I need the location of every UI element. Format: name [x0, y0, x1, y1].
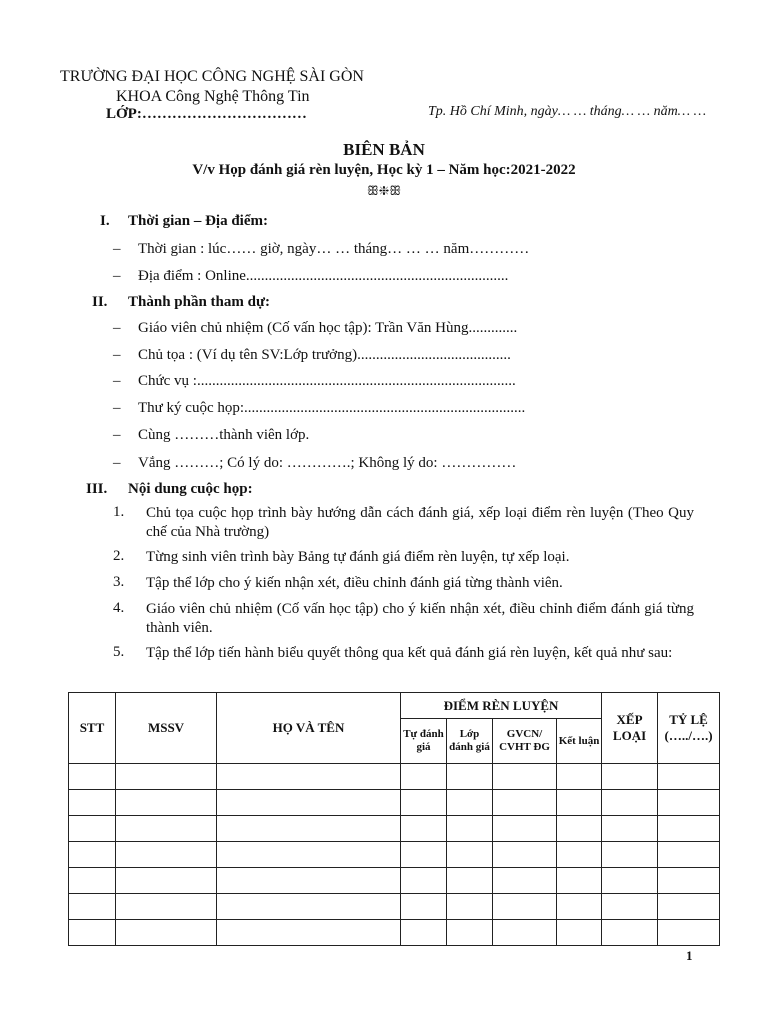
bullet-text: Thư ký cuộc họp:...........................................................................	[138, 400, 526, 416]
table-cell	[217, 842, 401, 868]
table-cell	[658, 920, 720, 946]
place-date-line: Tp. Hồ Chí Minh, ngày… … tháng… … năm… …	[428, 104, 707, 119]
bullet-item: – Vắng ………; Có lý do: ………….; Không lý do: ……………	[113, 455, 517, 471]
bullet-item: – Giáo viên chủ nhiệm (Cố vấn học tập): Trần Văn Hùng.............	[113, 320, 518, 336]
header-ratio: TỶ LỆ (…../….)	[658, 693, 720, 764]
table-cell	[658, 894, 720, 920]
item-text: Chủ tọa cuộc họp trình bày hướng dẫn cách đánh giá, xếp loại điểm rèn luyện (Theo Quy chế của Nhà trường)	[146, 505, 694, 540]
table-cell	[557, 790, 602, 816]
header-rank: XẾP LOẠI	[602, 693, 658, 764]
table-cell	[557, 816, 602, 842]
item-number: 2.	[113, 548, 125, 564]
table-cell	[557, 894, 602, 920]
table-cell	[116, 764, 217, 790]
table-row	[69, 920, 720, 946]
header-training-score: ĐIỂM RÈN LUYỆN	[401, 693, 602, 719]
table-cell	[116, 816, 217, 842]
bullet-text: Địa điểm : Online......................................................................	[138, 268, 509, 284]
item-number: 1.	[113, 504, 125, 520]
section-1-heading	[0, 213, 768, 233]
table-cell	[447, 790, 493, 816]
numbered-item	[0, 574, 768, 594]
faculty-name: KHOA Công Nghệ Thông Tin	[116, 88, 310, 105]
numbered-item	[0, 600, 768, 640]
table-cell	[69, 842, 116, 868]
bullet-item: – Chức vụ :.....................................................................................	[113, 373, 516, 389]
header-stt: STT	[69, 693, 116, 764]
table-row	[69, 816, 720, 842]
table-cell	[69, 920, 116, 946]
table-cell	[217, 894, 401, 920]
header-self-assessment: Tự đánh giá	[401, 719, 447, 764]
table-cell	[447, 868, 493, 894]
header-mssv: MSSV	[116, 693, 217, 764]
item-number: 3.	[113, 574, 125, 590]
numbered-item	[0, 548, 768, 568]
table-cell	[217, 816, 401, 842]
table-cell	[602, 894, 658, 920]
section-number: II.	[92, 294, 108, 310]
table-cell	[447, 920, 493, 946]
table-cell	[217, 920, 401, 946]
table-cell	[557, 920, 602, 946]
table-row	[69, 790, 720, 816]
table-cell	[493, 790, 557, 816]
table-cell	[493, 894, 557, 920]
bullet-text: Chức vụ :.....................................................................................	[138, 373, 516, 389]
document-subtitle: V/v Họp đánh giá rèn luyện, Học kỳ 1 – Năm học:2021-2022	[192, 162, 576, 178]
table-row	[69, 868, 720, 894]
ornament: ꕥ❈ꕥ	[366, 183, 402, 198]
table-cell	[447, 764, 493, 790]
item-number: 5.	[113, 644, 125, 660]
table-cell	[116, 790, 217, 816]
header-conclusion: Kết luận	[557, 719, 602, 764]
section-number: III.	[86, 481, 108, 497]
document-title: BIÊN BẢN	[343, 140, 425, 159]
table-cell	[116, 842, 217, 868]
bullet-text: Giáo viên chủ nhiệm (Cố vấn học tập): Trần Văn Hùng.............	[138, 320, 518, 336]
bullet-text: Chủ tọa : (Ví dụ tên SV:Lớp trưởng).........................................	[138, 347, 511, 363]
table-cell	[602, 868, 658, 894]
bullet-item: – Thư ký cuộc họp:...........................................................................	[113, 400, 526, 416]
table-cell	[69, 894, 116, 920]
table-cell	[602, 790, 658, 816]
table-cell	[217, 790, 401, 816]
section-title: Nội dung cuộc họp:	[128, 481, 253, 497]
table-cell	[447, 894, 493, 920]
table-cell	[493, 842, 557, 868]
section-number: I.	[100, 213, 110, 229]
bullet-text: Cùng ………thành viên lớp.	[138, 427, 310, 443]
table-row	[69, 764, 720, 790]
table-cell	[658, 868, 720, 894]
table-cell	[602, 816, 658, 842]
table-cell	[602, 764, 658, 790]
table-cell	[116, 868, 217, 894]
bullet-item: – Cùng ………thành viên lớp.	[113, 427, 310, 443]
table-cell	[493, 816, 557, 842]
bullet-item: – Chủ tọa : (Ví dụ tên SV:Lớp trưởng).........................................	[113, 347, 511, 363]
table-cell	[217, 764, 401, 790]
header-full-name: HỌ VÀ TÊN	[217, 693, 401, 764]
section-3-heading	[0, 481, 768, 501]
table-cell	[447, 842, 493, 868]
header-class-assessment: Lớp đánh giá	[447, 719, 493, 764]
table-cell	[69, 790, 116, 816]
table-cell	[602, 920, 658, 946]
table-cell	[447, 816, 493, 842]
table-cell	[217, 868, 401, 894]
bullet-item: – Địa điểm : Online......................................................................	[113, 268, 509, 284]
section-title: Thành phần tham dự:	[128, 294, 270, 310]
item-text: Tập thể lớp cho ý kiến nhận xét, điều chỉnh đánh giá từng thành viên.	[146, 575, 563, 591]
school-name: TRƯỜNG ĐẠI HỌC CÔNG NGHỆ SÀI GÒN	[60, 68, 364, 85]
page-number: 1	[686, 948, 693, 963]
table-cell	[658, 764, 720, 790]
section-title: Thời gian – Địa điểm:	[128, 213, 268, 229]
table-cell	[69, 816, 116, 842]
table-cell	[658, 816, 720, 842]
table-cell	[401, 920, 447, 946]
table-row	[69, 894, 720, 920]
table-row	[69, 842, 720, 868]
table-cell	[401, 816, 447, 842]
table-cell	[69, 868, 116, 894]
table-cell	[557, 764, 602, 790]
table-cell	[116, 894, 217, 920]
item-number: 4.	[113, 600, 125, 616]
table-cell	[557, 842, 602, 868]
table-cell	[602, 842, 658, 868]
table-cell	[493, 764, 557, 790]
bullet-text: Vắng ………; Có lý do: ………….; Không lý do: ……………	[138, 455, 517, 471]
table-cell	[401, 790, 447, 816]
numbered-item	[0, 504, 768, 544]
table-cell	[557, 868, 602, 894]
table-body	[69, 764, 720, 946]
table-cell	[401, 764, 447, 790]
table-cell	[69, 764, 116, 790]
table-cell	[658, 842, 720, 868]
training-score-table	[68, 692, 720, 946]
table-cell	[658, 790, 720, 816]
table-cell	[401, 868, 447, 894]
table-cell	[401, 842, 447, 868]
numbered-item	[0, 644, 768, 684]
section-2-heading	[0, 294, 768, 314]
table-cell	[493, 868, 557, 894]
item-text: Tập thể lớp tiến hành biểu quyết thông qua kết quả đánh giá rèn luyện, kết quả như sau:	[146, 645, 673, 661]
item-text: Từng sinh viên trình bày Bảng tự đánh giá điểm rèn luyện, tự xếp loại.	[146, 549, 570, 565]
bullet-item: – Thời gian : lúc…… giờ, ngày… … tháng… … … năm…………	[113, 241, 530, 257]
table-cell	[493, 920, 557, 946]
header-advisor-assessment: GVCN/ CVHT ĐG	[493, 719, 557, 764]
bullet-text: Thời gian : lúc…… giờ, ngày… … tháng… … … năm…………	[138, 241, 530, 257]
item-text: Giáo viên chủ nhiệm (Cố vấn học tập) cho ý kiến nhận xét, điều chỉnh điểm đánh giá từng thành viên.	[146, 601, 694, 636]
table-cell	[401, 894, 447, 920]
table-cell	[116, 920, 217, 946]
class-field: LỚP:……………………………	[106, 106, 307, 122]
